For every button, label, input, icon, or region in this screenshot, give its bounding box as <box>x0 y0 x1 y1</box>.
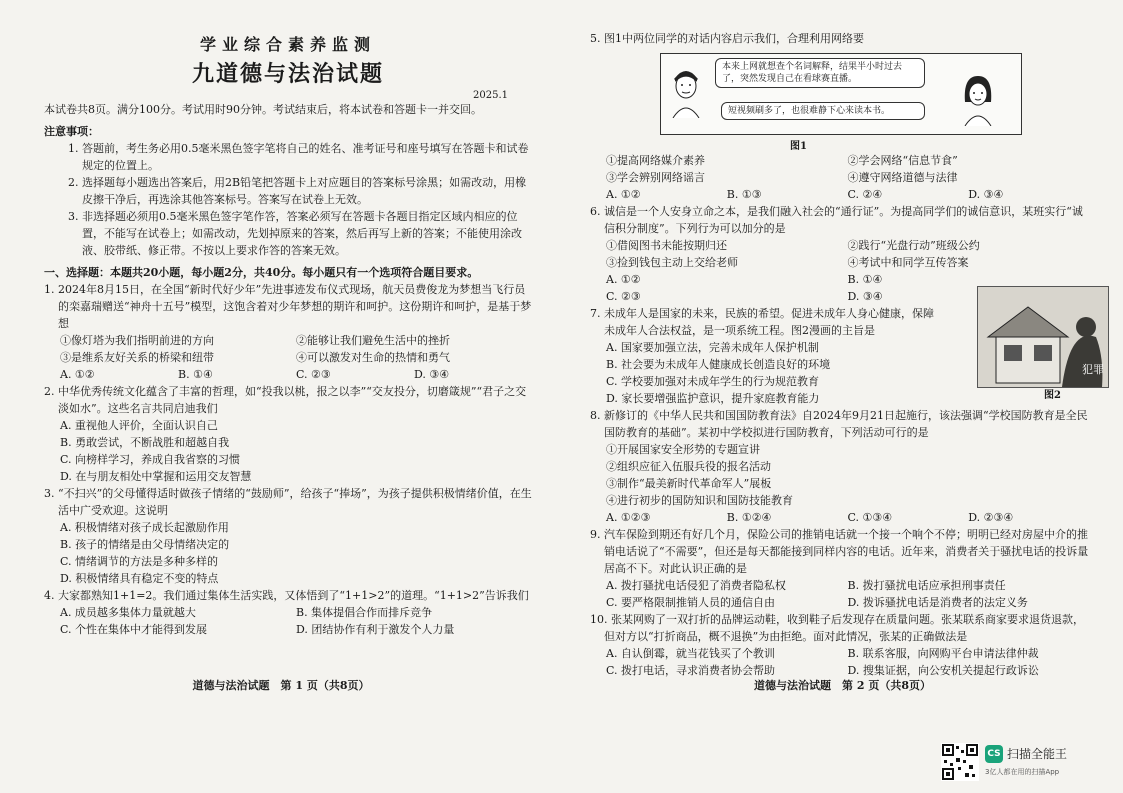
question-stem: 9. 汽车保险到期还有好几个月，保险公司的推销电话就一个接一个响个不停；明明已经对房屋中介的推销电话说了“不需要”，但还是每天都能接到同样内容的电话。近年来，消费者关于骚扰电话的投诉量居高不下。对此认识正确的是 <box>590 528 1089 575</box>
statement-item: ①借阅图书未能按期归还 <box>606 239 727 252</box>
exam-intro: 本试卷共8页。满分100分。考试用时90分钟。考试结束后，将本试卷和答题卡一并交回。 <box>44 103 482 116</box>
question-10 <box>590 611 1089 679</box>
scanner-watermark <box>941 743 1099 781</box>
qr-code-icon <box>941 743 979 781</box>
question-stem: 10. 张某网购了一双打折的品牌运动鞋，收到鞋子后发现存在质量问题。张某联系商家要求退货退款，但对方以“打折商品，概不退换”为由拒绝。面对此情况，张某的正确做法是 <box>590 613 1084 643</box>
question-stem: 5. 图1中两位同学的对话内容启示我们，合理利用网络要 <box>590 32 864 45</box>
question-stem: 6. 诚信是一个人安身立命之本，是我们融入社会的“通行证”。为提高同学们的诚信意识，某班实行“诚信积分制度”。下列行为可以加分的是 <box>590 205 1083 235</box>
answer-option: B. ①③ <box>726 188 762 201</box>
answer-option: D. 积极情绪具有稳定不变的特点 <box>60 572 219 585</box>
answer-option: B. 集体提倡合作而排斥竞争 <box>296 606 433 619</box>
question-stem: 7. 未成年人是国家的未来，民族的希望。促进未成年人身心健康，保障未成年人合法权益，是一项系统工程。图2漫画的主旨是 <box>590 307 934 337</box>
answer-option: D. ③④ <box>968 188 1004 201</box>
question-stem: 8. 新修订的《中华人民共和国国防教育法》自2024年9月21日起施行，该法强调“学校国防教育是全民国防教育的基础”。某初中学校拟进行国防教育，下列活动可行的是 <box>590 409 1088 439</box>
answer-option: C. 个性在集体中才能得到发展 <box>60 623 208 636</box>
section-heading: 一、选择题：本题共20小题，每小题2分，共40分。每小题只有一个选项符合题目要求。 <box>44 266 479 279</box>
cartoon-illustration <box>978 287 1108 387</box>
answer-option: D. 团结协作有利于激发个人力量 <box>296 623 455 636</box>
answer-option: C. 情绪调节的方法是多种多样的 <box>60 555 219 568</box>
answer-option: A. 自认倒霉，就当花钱买了个教训 <box>606 647 775 660</box>
figure-2-cartoon <box>977 286 1109 388</box>
question-3 <box>44 485 532 587</box>
answer-option: C. ②③ <box>296 368 331 381</box>
figure-2-caption: 图2 <box>1044 390 1061 401</box>
answer-option: D. 拨诉骚扰电话是消费者的法定义务 <box>847 596 1028 609</box>
page-footer: 道德与法治试题 第 2 页（共8页） <box>754 679 931 692</box>
speech-bubble-boy: 本来上网就想查个名词解释，结果半小时过去了，突然发现自己在看球赛直播。 <box>715 58 925 88</box>
scanner-app-name: 扫描全能王 <box>1007 747 1068 761</box>
answer-option: B. 拨打骚扰电话应承担刑事责任 <box>847 579 1006 592</box>
statement-item: ③是维系友好关系的桥梁和纽带 <box>60 351 214 364</box>
answer-option: A. ①② <box>60 368 95 381</box>
page-footer: 道德与法治试题 第 1 页（共8页） <box>192 679 370 692</box>
answer-option: A. 国家要加强立法，完善未成年人保护机制 <box>606 341 819 354</box>
answer-option: D. ③④ <box>414 368 450 381</box>
question-5 <box>590 30 1089 203</box>
question-1 <box>44 281 532 383</box>
answer-option: A. ①② <box>606 273 641 286</box>
question-stem: 4. 大家都熟知1+1=2。我们通过集体生活实践，又体悟到了“1+1>2”的道理。“1+1>2”告诉我们 <box>44 589 529 602</box>
statement-item: ④进行初步的国防知识和国防技能教育 <box>606 494 793 507</box>
question-2 <box>44 383 532 485</box>
answer-option: B. ①②④ <box>726 511 772 524</box>
question-stem: 1. 2024年8月15日，在全国“新时代好少年”先进事迹发布仪式现场，航天员费俊龙为梦想当飞行员的栾嘉瑞赠送“神舟十五号”模型，这饱含着对少年梦想的期许和呵护。这份期许和呵护，是基于梦想 <box>44 283 532 330</box>
answer-option: B. 孩子的情绪是由父母情绪决定的 <box>60 538 230 551</box>
answer-option: A. ①② <box>606 188 641 201</box>
answer-option: B. 勇敢尝试，不断战胜和超越自我 <box>60 436 230 449</box>
answer-option: A. 重视他人评价，全面认识自己 <box>60 419 218 432</box>
answer-option: A. 拨打骚扰电话侵犯了消费者隐私权 <box>606 579 786 592</box>
answer-option: D. 搜集证据，向公安机关提起行政诉讼 <box>847 664 1039 677</box>
statement-item: ①提高网络媒介素养 <box>606 154 705 167</box>
exam-subtitle: 九道德与法治试题 <box>191 61 384 87</box>
statement-item: ④考试中和同学互传答案 <box>847 256 969 269</box>
statement-item: ③制作“最美新时代革命军人”展板 <box>606 477 772 490</box>
statement-item: ②践行“光盘行动”班级公约 <box>847 239 980 252</box>
exam-title: 学业综合素养监测 <box>199 35 376 54</box>
question-4 <box>44 587 532 638</box>
statement-item: ②组织应征入伍服兵役的报名活动 <box>606 460 771 473</box>
answer-option: B. ①④ <box>178 368 213 381</box>
figure-1-caption: 图1 <box>790 141 807 152</box>
cartoon-sign-text: 犯罪 <box>1082 363 1104 376</box>
note-item: 3. 非选择题必须用0.5毫米黑色签字笔作答，答案必须写在答题卡各题目指定区域内相应的位置，不能写在试卷上；如需改动，先划掉原来的答案，然后再写上新的答案；不能使用涂改液、胶带纸、修正带。不按以上要求作答的答案无效。 <box>68 210 522 257</box>
camscanner-logo: CS <box>985 745 1003 763</box>
note-item: 2. 选择题每小题选出答案后，用2B铅笔把答题卡上对应题目的答案标号涂黑；如需改动，用橡皮擦干净后，再选涂其他答案标号。答案写在试卷上无效。 <box>68 176 527 206</box>
answer-option: D. 家长要增强监护意识，提升家庭教育能力 <box>606 392 820 405</box>
notes-title: 注意事项： <box>44 125 99 138</box>
answer-option: C. 要严格限制推销人员的通信自由 <box>606 596 776 609</box>
answer-option: D. ②③④ <box>968 511 1014 524</box>
answer-option: A. 积极情绪对孩子成长起激励作用 <box>60 521 229 534</box>
statement-item: ④遵守网络道德与法律 <box>847 171 958 184</box>
right-page <box>562 0 1123 793</box>
answer-option: C. ②④ <box>847 188 883 201</box>
note-item: 1. 答题前，考生务必用0.5毫米黑色签字笔将自己的姓名、准考证号和座号填写在答题卡和试卷规定的位置上。 <box>68 142 529 172</box>
exam-date: 2025.1 <box>473 90 508 101</box>
answer-option: B. 社会要为未成年人健康成长创造良好的环境 <box>606 358 831 371</box>
answer-option: C. ②③ <box>606 290 641 303</box>
answer-option: C. 拨打电话，寻求消费者协会帮助 <box>606 664 776 677</box>
question-9 <box>590 526 1089 611</box>
statement-item: ①开展国家安全形势的专题宣讲 <box>606 443 760 456</box>
answer-option: C. 学校要加强对未成年学生的行为规范教育 <box>606 375 820 388</box>
statement-item: ③捡到钱包主动上交给老师 <box>606 256 738 269</box>
question-8 <box>590 407 1089 526</box>
answer-option: C. 向榜样学习，养成自我省察的习惯 <box>60 453 241 466</box>
question-stem: 3. “不扫兴”的父母懂得适时做孩子情绪的“鼓励师”，给孩子“捧场”，为孩子提供积极情绪价值，在生活中广受欢迎。这说明 <box>44 487 532 517</box>
boy-illustration <box>669 66 703 118</box>
answer-option: A. 成员越多集体力量就越大 <box>60 606 196 619</box>
statement-item: ④可以激发对生命的热情和勇气 <box>296 351 450 364</box>
statement-item: ②能够让我们避免生活中的挫折 <box>296 334 450 347</box>
statement-item: ①像灯塔为我们指明前进的方向 <box>60 334 214 347</box>
girl-illustration <box>961 74 995 126</box>
answer-option: C. ①③④ <box>847 511 893 524</box>
answer-option: D. 在与朋友相处中掌握和运用交友智慧 <box>60 470 252 483</box>
answer-option: D. ③④ <box>847 290 883 303</box>
answer-option: B. 联系客服，向网购平台申请法律仲裁 <box>847 647 1039 660</box>
speech-bubble-girl: 短视频刷多了，也很难静下心来读本书。 <box>721 102 925 120</box>
answer-option: B. ①④ <box>847 273 883 286</box>
answer-option: A. ①②③ <box>606 511 651 524</box>
statement-item: ③学会辨别网络谣言 <box>606 171 705 184</box>
question-stem: 2. 中华优秀传统文化蕴含了丰富的哲理，如“投我以桃，报之以李”“交友投分，切磨箴规”“君子之交淡如水”。这些名言共同启迪我们 <box>44 385 527 415</box>
scanner-tagline: 3亿人都在用的扫描App <box>985 768 1060 776</box>
statement-item: ②学会网络“信息节食” <box>847 154 958 167</box>
figure-1-comic <box>660 53 1022 135</box>
